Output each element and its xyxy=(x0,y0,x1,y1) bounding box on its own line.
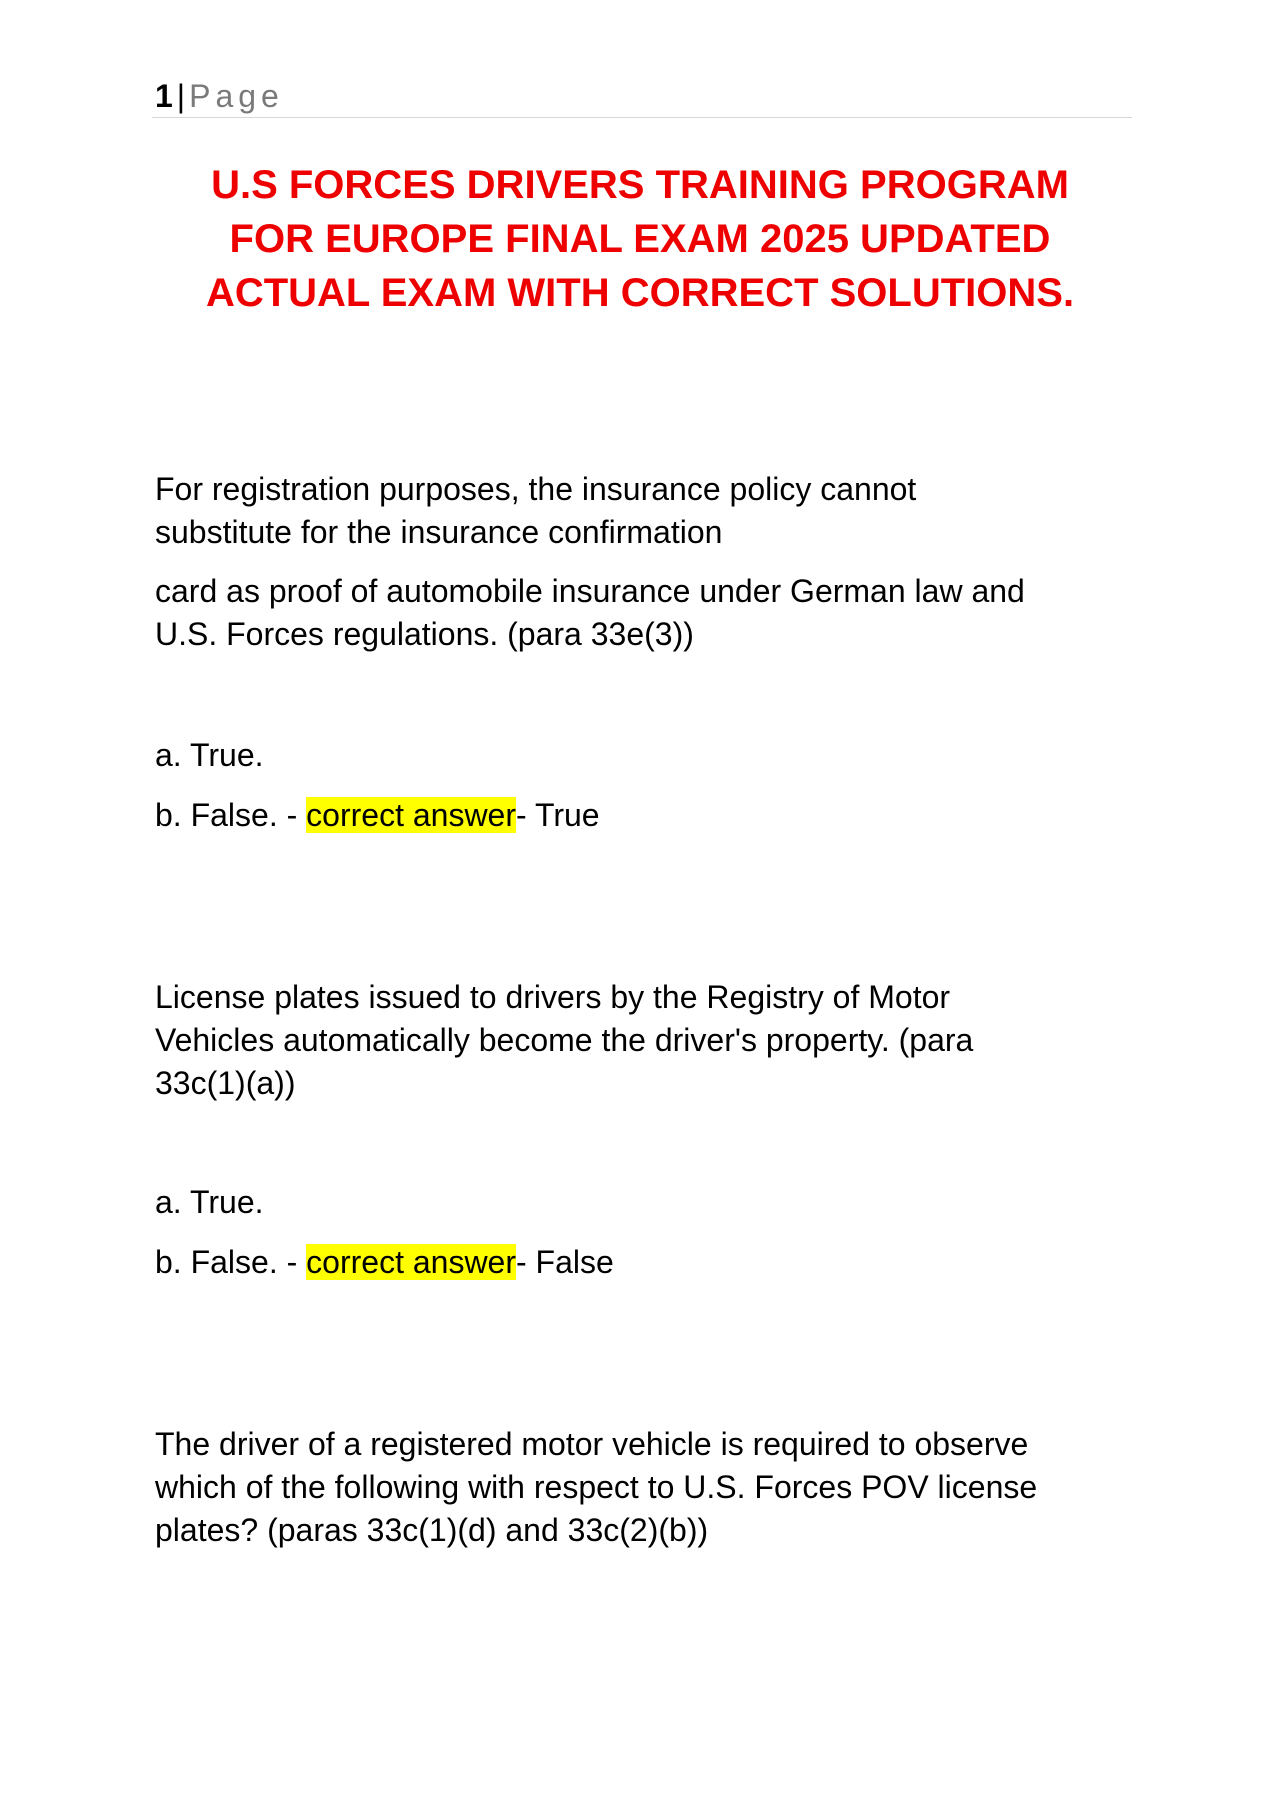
question-line: card as proof of automobile insurance under German law and xyxy=(155,573,1025,609)
question-1-option-a: a. True. xyxy=(155,737,264,773)
title-line: U.S FORCES DRIVERS TRAINING PROGRAM xyxy=(211,163,1069,207)
title-line: ACTUAL EXAM WITH CORRECT SOLUTIONS. xyxy=(205,271,1075,315)
page-separator: | xyxy=(176,78,186,114)
answer-value: - False xyxy=(516,1244,614,1280)
question-3-text xyxy=(155,1423,1037,1552)
question-line: Vehicles automatically become the driver's property. (para xyxy=(155,1022,974,1058)
option-b-prefix: b. False. - xyxy=(155,797,307,833)
question-1-text xyxy=(155,468,916,554)
option-b-prefix: b. False. - xyxy=(155,1244,307,1280)
question-line: License plates issued to drivers by the Registry of Motor xyxy=(155,979,951,1015)
question-2-option-a: a. True. xyxy=(155,1184,264,1220)
page-header xyxy=(155,76,284,116)
question-1-option-b xyxy=(155,794,600,837)
question-line: For registration purposes, the insurance policy cannot xyxy=(155,471,917,507)
title-line: FOR EUROPE FINAL EXAM 2025 UPDATED xyxy=(229,217,1051,261)
document-title xyxy=(140,158,1140,320)
correct-answer-highlight: correct answer xyxy=(306,797,516,833)
page-label: Page xyxy=(189,78,284,114)
question-line: plates? (paras 33c(1)(d) and 33c(2)(b)) xyxy=(155,1512,709,1548)
answer-value: - True xyxy=(516,797,600,833)
question-line: which of the following with respect to U.S. Forces POV license xyxy=(155,1469,1038,1505)
correct-answer-highlight: correct answer xyxy=(306,1244,516,1280)
question-line: U.S. Forces regulations. (para 33e(3)) xyxy=(155,616,694,652)
header-divider xyxy=(152,117,1132,118)
question-2-text xyxy=(155,976,973,1105)
page-number: 1 xyxy=(155,78,173,114)
question-line: The driver of a registered motor vehicle is required to observe xyxy=(155,1426,1029,1462)
question-1-text-continued xyxy=(155,570,1025,656)
question-line: substitute for the insurance confirmation xyxy=(155,514,723,550)
question-2-option-b xyxy=(155,1241,614,1284)
question-line: 33c(1)(a)) xyxy=(155,1065,296,1101)
